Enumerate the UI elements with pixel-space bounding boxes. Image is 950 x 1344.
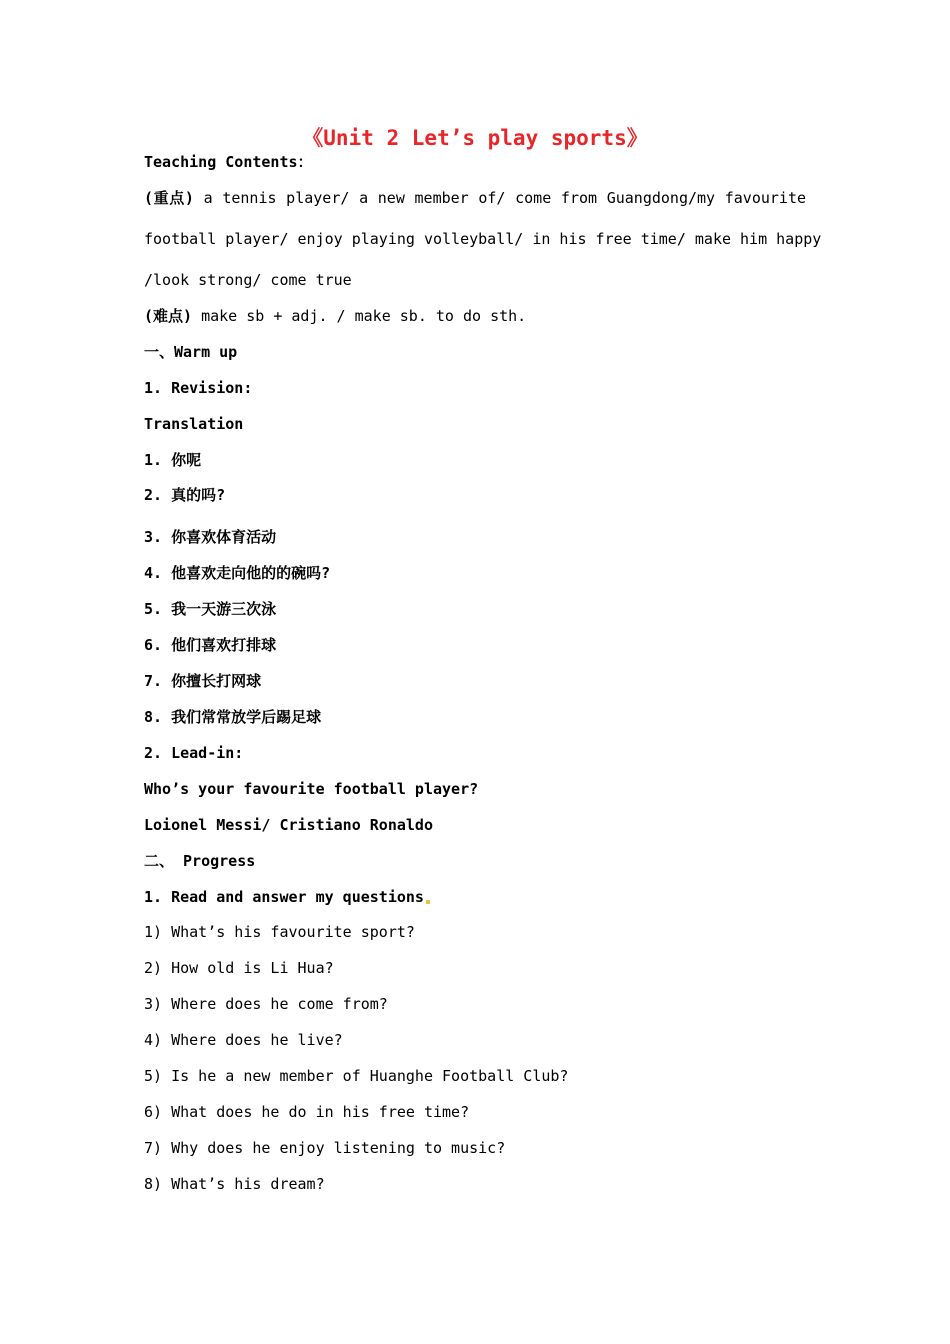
- question-item: 3) Where does he come from?: [144, 995, 388, 1013]
- revision-label: 1. Revision:: [144, 379, 253, 397]
- translation-item: 4. 他喜欢走向他的的碗吗?: [144, 564, 331, 582]
- question-item: 4) Where does he live?: [144, 1031, 343, 1049]
- difficult-points-tag: (难点): [144, 307, 193, 325]
- key-points-tag: (重点): [144, 189, 194, 207]
- read-answer-label: 1. Read and answer my questions: [144, 888, 424, 906]
- translation-item: 3. 你喜欢体育活动: [144, 528, 277, 546]
- key-points-line-3: /look strong/ come true: [144, 271, 352, 289]
- translation-item: 6. 他们喜欢打排球: [144, 636, 277, 654]
- lead-in-question: Who’s your favourite football player?: [144, 780, 479, 798]
- key-points-line-1: [144, 188, 806, 208]
- lead-in-label: 2. Lead-in:: [144, 744, 244, 762]
- document-title: 《Unit 2 Let’s play sports》: [302, 126, 648, 150]
- question-item: 2) How old is Li Hua?: [144, 959, 334, 977]
- translation-label: Translation: [144, 415, 244, 433]
- teaching-contents-label: Teaching Contents：: [144, 153, 313, 171]
- lead-in-answer: Loionel Messi/ Cristiano Ronaldo: [144, 816, 433, 834]
- difficult-points-line: [144, 306, 526, 326]
- question-item: 5) Is he a new member of Huanghe Football Club?: [144, 1067, 569, 1085]
- key-points-line-2: football player/ enjoy playing volleyball/ in his free time/ make him happy: [144, 230, 822, 248]
- translation-item: 7. 你擅长打网球: [144, 672, 262, 690]
- question-item: 7) Why does he enjoy listening to music?: [144, 1139, 506, 1157]
- key-points-text-1: a tennis player/ a new member of/ come from Guangdong/my favourite: [203, 189, 807, 207]
- warm-up-heading: 一、Warm up: [144, 343, 238, 361]
- translation-item: 1. 你呢: [144, 451, 202, 469]
- progress-heading: 二、 Progress: [144, 852, 256, 870]
- translation-item: 8. 我们常常放学后踢足球: [144, 708, 322, 726]
- edit-mark-icon: [426, 900, 430, 904]
- question-item: 8) What’s his dream?: [144, 1175, 325, 1193]
- question-item: 6) What does he do in his free time?: [144, 1103, 470, 1121]
- read-answer-label-line: [144, 887, 430, 907]
- translation-item: 2. 真的吗?: [144, 486, 226, 504]
- difficult-points-text: make sb + adj. / make sb. to do sth.: [201, 307, 527, 325]
- translation-item: 5. 我一天游三次泳: [144, 600, 277, 618]
- question-item: 1) What’s his favourite sport?: [144, 923, 415, 941]
